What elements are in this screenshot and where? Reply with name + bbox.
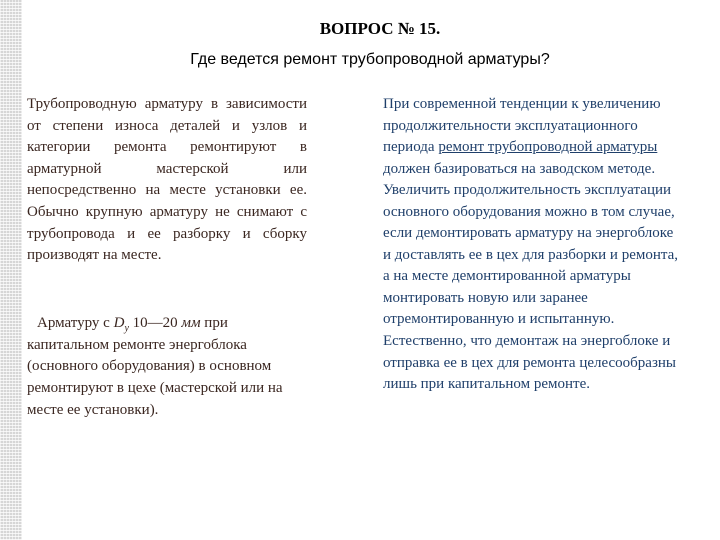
p2-variable: D bbox=[113, 314, 125, 331]
left-text-column bbox=[27, 94, 307, 422]
p2-subscript: у bbox=[124, 322, 129, 334]
slide-title: ВОПРОС № 15. bbox=[319, 19, 441, 38]
right-text-column bbox=[383, 94, 683, 396]
left-paragraph-2 bbox=[27, 313, 307, 422]
p2-unit: мм bbox=[181, 314, 201, 331]
p2-prefix: Арматуру с bbox=[37, 314, 114, 331]
right-paragraph bbox=[383, 94, 683, 396]
left-paragraph-1: Трубопроводную арматуру в зависимости от степени износа деталей и узлов и категории ремонта ремонтируют в арматурной мастерской или непосредственно на месте установки ее. Обычно крупную арматуру не снимают с трубопровода и ее разборку и сборку производят на месте. bbox=[27, 96, 307, 264]
p2-rest: при капитальном ремонте энергоблока (основного оборудования) в основном ремонтируют в цехе (мастерской или на месте ее установки). bbox=[27, 314, 283, 418]
decorative-side-stripe bbox=[0, 0, 22, 540]
right-text-before-link: При современной тенденции к увеличению продолжительности эксплуатационного периода bbox=[383, 96, 661, 156]
repair-valves-link[interactable]: ремонт трубопроводной арматуры bbox=[438, 139, 658, 156]
p2-range: 10—20 bbox=[128, 314, 182, 331]
slide-subtitle: Где ведется ремонт трубопроводной арматуры? bbox=[190, 51, 550, 68]
right-text-after-link: должен базироваться на заводском методе. Увеличить продолжительность эксплуатации основного оборудования можно в том случае, если демонтировать арматуру на энергоблоке и доставлять ее в цех для разборки и ремонта, а на месте демонтированной арматуры монтировать новую или заранее отремонтированную и испытанную. Естественно, что демонтаж на энергоблоке и отправка ее в цех для ремонта целесообразны лишь при капитальном ремонте. bbox=[383, 160, 679, 393]
